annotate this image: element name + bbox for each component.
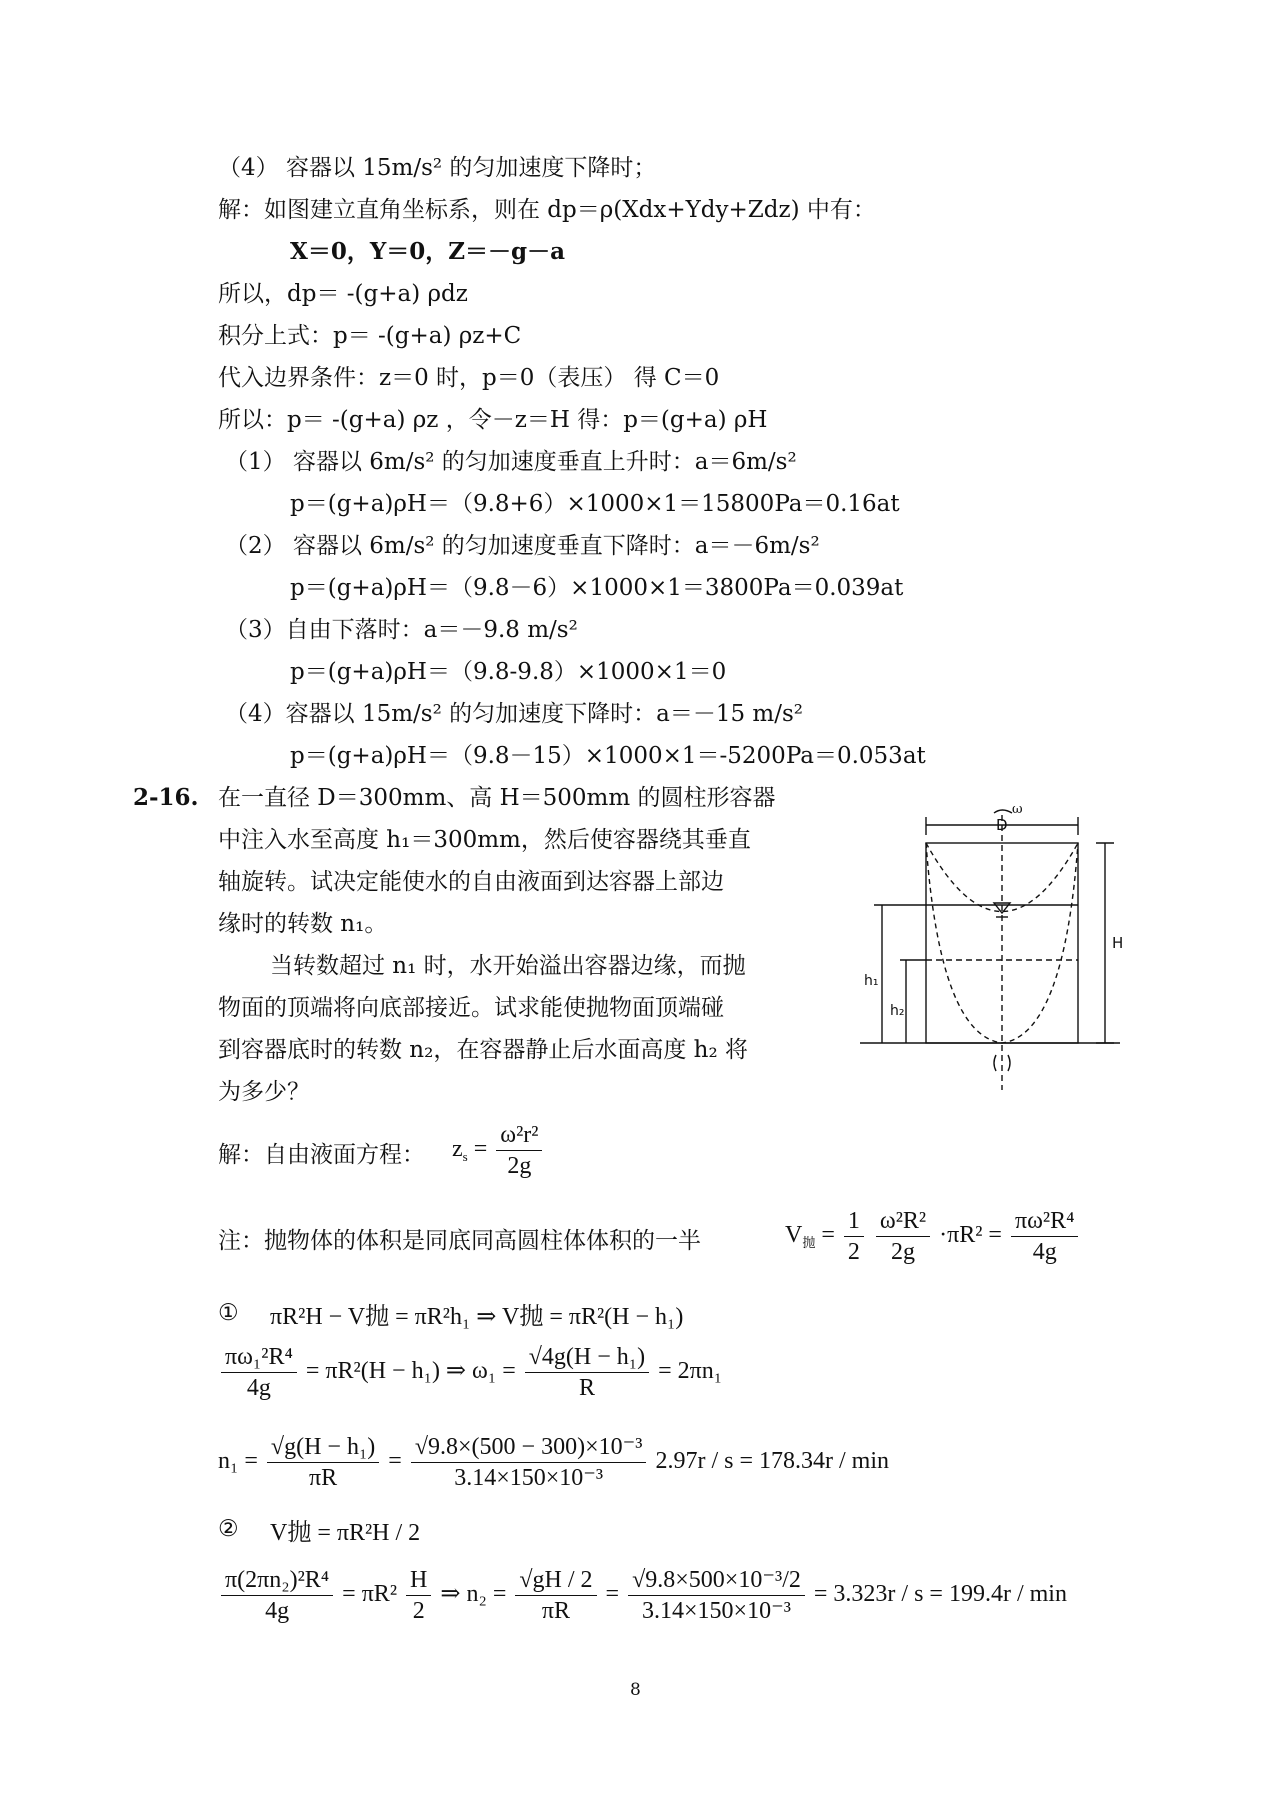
label-h1: h₁ (864, 973, 879, 989)
problem-line-5: 当转数超过 n₁ 时，水开始溢出容器边缘，而抛 (270, 953, 746, 979)
solution-note-label: 注：抛物体的体积是同底同高圆柱体体积的一半 (218, 1228, 701, 1254)
line-boundary: 代入边界条件：z＝0 时，p＝0（表压） 得 C＝0 (218, 365, 720, 391)
line-dp: 所以，dp＝ -(g+a) ρdz (218, 281, 468, 307)
eq-free-surface: $z_s$ = $\frac{\text{ω²r²}}{2g}$ (452, 1120, 545, 1181)
line-result: 所以：p＝ -(g+a) ρz ，令－z＝H 得：p＝(g+a) ρH (218, 407, 768, 433)
problem-line-6: 物面的顶端将向底部接近。试求能使抛物面顶端碰 (218, 995, 724, 1021)
line-solution-intro: 解：如图建立直角坐标系，则在 dp＝ρ(Xdx+Ydy+Zdz) 中有： (218, 197, 876, 223)
line-case1-result: p＝(g+a)ρH＝（9.8+6）×1000×1＝15800Pa＝0.16at (290, 491, 900, 517)
solution-free-surface-label: 解：自由液面方程： (218, 1142, 425, 1168)
problem-line-2: 中注入水至高度 h₁＝300mm，然后使容器绕其垂直 (218, 827, 751, 853)
line-case3: （3）自由下落时：a＝－9.8 m/s² (225, 617, 578, 643)
problem-line-1: 在一直径 D＝300mm、高 H＝500mm 的圆柱形容器 (218, 785, 776, 811)
label-omega: ω (1012, 805, 1023, 817)
circle-number-2: ② (218, 1516, 239, 1542)
problem-line-3: 轴旋转。试决定能使水的自由液面到达容器上部边 (218, 869, 724, 895)
label-D: D (996, 816, 1008, 834)
circle-number-1: ① (218, 1300, 239, 1326)
eq-part1-volume: πR²H − V抛 = πR²h₁ ⇒ V抛 = πR²(H − h₁) (270, 1304, 684, 1330)
line-case4-result: p＝(g+a)ρH＝（9.8－15）×1000×1＝-5200Pa＝0.053at (290, 743, 926, 769)
problem-line-7: 到容器底时的转数 n₂，在容器静止后水面高度 h₂ 将 (218, 1037, 748, 1063)
page-number: 8 (630, 1680, 641, 1700)
eq-part2-n2: $\frac{\text{π(2πn₂)²R⁴}}{4g}$ = πR² $\frac{H}{2}$ ⇒ n₂ = $\frac{√gH / 2}{\pi R}$ = $\frac{\text{√9.8×500×10⁻³/2}}{\text{3.14×150×10⁻³}}$ = 3.323r / s = 199.4r / min (218, 1565, 1067, 1626)
eq-part2-volume: V抛 = πR²H / 2 (270, 1520, 421, 1546)
problem-line-4: 缘时的转数 n₁。 (218, 911, 388, 937)
container-outline (926, 843, 1078, 1043)
eq-part1-n1: n₁ = $\frac{\text{√g(H − h₁)}}{\pi R}$ = $\frac{\text{√9.8×(500 − 300)×10⁻³}}{\text{3.14×150×10⁻³}}$ 2.97r / s = 178.34r / min (218, 1434, 889, 1491)
line-case2: （2） 容器以 6m/s² 的匀加速度垂直下降时：a＝－6m/s² (225, 533, 820, 559)
cylinder-figure (860, 805, 1160, 1095)
eq-part1-omega: $\frac{\text{πω₁²R⁴}}{4g}$ = πR²(H − h₁) ⇒ ω₁ = $\frac{\text{√4g(H − h₁)}}{R}$ = 2πn₁ (218, 1342, 722, 1403)
problem-line-8: 为多少？ (218, 1079, 310, 1105)
paraboloid-2 (926, 843, 1078, 1043)
line-case2-result: p＝(g+a)ρH＝（9.8－6）×1000×1＝3800Pa＝0.039at (290, 575, 904, 601)
line-case4: （4）容器以 15m/s² 的匀加速度下降时：a＝－15 m/s² (225, 701, 803, 727)
label-h2: h₂ (890, 1003, 905, 1019)
line-case3-result: p＝(g+a)ρH＝（9.8-9.8）×1000×1＝0 (290, 659, 727, 685)
line-integrate: 积分上式：p＝ -(g+a) ρz+C (218, 323, 522, 349)
eq-paraboloid-volume: $V_抛$ = $\frac{1}{2}$ $\frac{\text{ω²R²}}{2g}$ ·πR² = $\frac{\text{πω²R⁴}}{4g}$ (785, 1206, 1081, 1267)
line-case4-heading: （4） 容器以 15m/s² 的匀加速度下降时； (218, 155, 657, 181)
label-H: H (1112, 934, 1124, 952)
line-xyz: X＝0，Y＝0，Z＝－g－a (290, 238, 566, 265)
problem-number: 2-16. (133, 784, 199, 811)
line-case1: （1） 容器以 6m/s² 的匀加速度垂直上升时：a＝6m/s² (225, 449, 797, 475)
